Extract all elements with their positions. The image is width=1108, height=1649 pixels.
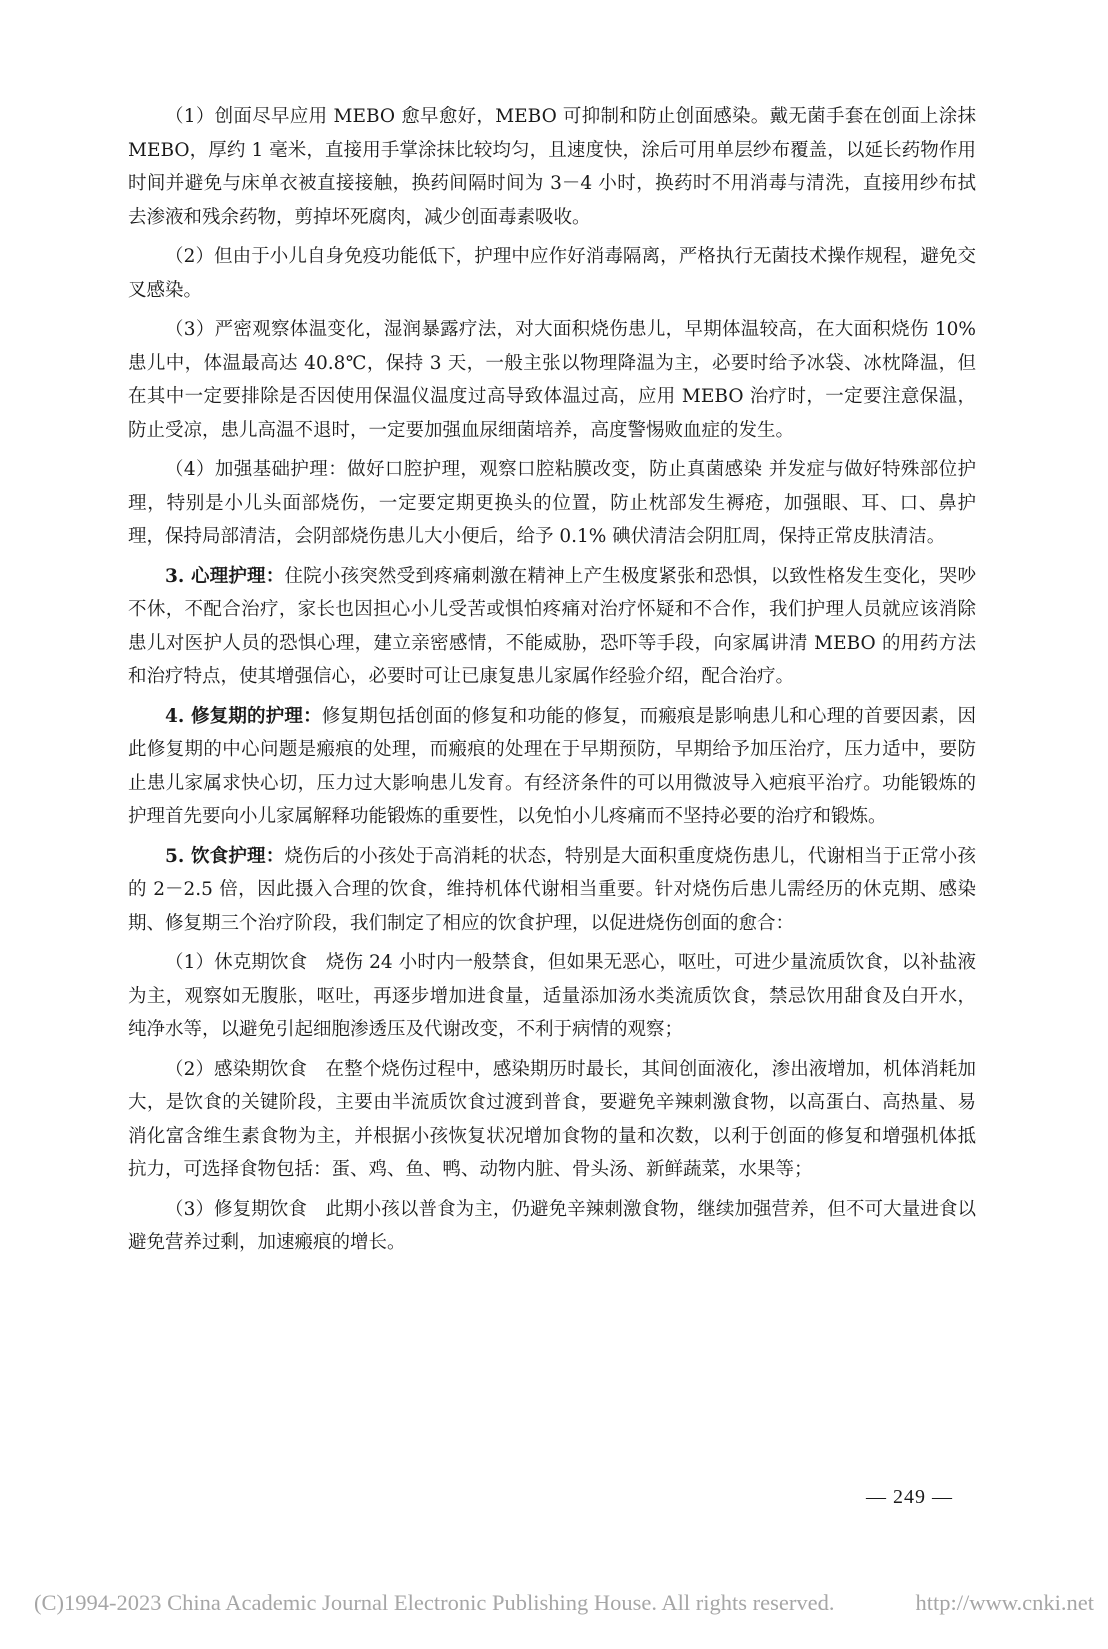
section-heading: 3. 心理护理： — [165, 565, 285, 587]
page-number: — 249 — — [866, 1486, 953, 1508]
article-body — [128, 100, 976, 1266]
paragraph-text: （1）创面尽早应用 MEBO 愈早愈好，MEBO 可抑制和防止创面感染。戴无菌手套在创面上涂抹 MEBO，厚约 1 毫米，直接用手掌涂抹比较均匀，且速度快，涂后可用单层纱布覆盖，以延长药物作用时间并避免与床单衣被直接接触，换药间隔时间为 3－4 小时，换药时不用消毒与清洗，直接用纱布拭去渗液和残余药物，剪掉坏死腐肉，减少创面毒素吸收。 — [128, 106, 976, 228]
paragraph-infection-diet — [128, 1053, 976, 1187]
copyright-text: (C)1994-2023 China Academic Journal Electronic Publishing House. All rights reserved. — [34, 1590, 835, 1615]
paragraph-text: （2）感染期饮食 在整个烧伤过程中，感染期历时最长，其间创面液化，渗出液增加，机体消耗加大，是饮食的关键阶段，主要由半流质饮食过渡到普食，要避免辛辣刺激食物，以高蛋白、高热量、易消化富含维生素食物为主，并根据小孩恢复状况增加食物的量和次数，以利于创面的修复和增强机体抵抗力，可选择食物包括：蛋、鸡、鱼、鸭、动物内脏、骨头汤、新鲜蔬菜，水果等； — [128, 1058, 976, 1180]
section-diet-care — [128, 840, 976, 941]
paragraph-text: （4）加强基础护理：做好口腔护理，观察口腔粘膜改变，防止真菌感染 并发症与做好特殊部位护理，特别是小儿头面部烧伤，一定要定期更换头的位置，防止枕部发生褥疮，加强眼、耳、口、鼻护理，保持局部清洁，会阴部烧伤患儿大小便后，给予 0.1% 碘伏清洁会阴肛周，保持正常皮肤清洁。 — [128, 459, 976, 547]
paragraph-shock-diet — [128, 946, 976, 1047]
paragraph-2 — [128, 240, 976, 307]
section-heading: 5. 饮食护理： — [165, 845, 285, 867]
paragraph-text: 住院小孩突然受到疼痛刺激在精神上产生极度紧张和恐惧，以致性格发生变化，哭吵不休，不配合治疗，家长也因担心小儿受苦或惧怕疼痛对治疗怀疑和不合作，我们护理人员就应该消除患儿对医护人员的恐惧心理，建立亲密感情，不能威胁，恐吓等手段，向家属讲清 MEBO 的用药方法和治疗特点，使其增强信心，必要时可让已康复患儿家属作经验介绍，配合治疗。 — [128, 565, 976, 687]
paragraph-text: （3）修复期饮食 此期小孩以普食为主，仍避免辛辣刺激食物，继续加强营养，但不可大量进食以避免营养过剩，加速瘢痕的增长。 — [128, 1198, 976, 1253]
paragraph-text: 修复期包括创面的修复和功能的修复，而瘢痕是影响患儿和心理的首要因素，因此修复期的中心问题是瘢痕的处理，而瘢痕的处理在于早期预防，早期给予加压治疗，压力适中，要防止患儿家属求快心切，压力过大影响患儿发育。有经济条件的可以用微波导入疤痕平治疗。功能锻炼的护理首先要向小儿家属解释功能锻炼的重要性，以免怕小儿疼痛而不坚持必要的治疗和锻炼。 — [128, 705, 976, 827]
cnki-link[interactable]: http://www.cnki.net — [915, 1590, 1094, 1615]
paragraph-text: （1）休克期饮食 烧伤 24 小时内一般禁食，但如果无恶心，呕吐，可进少量流质饮食，以补盐液为主，观察如无腹胀，呕吐，再逐步增加进食量，适量添加汤水类流质饮食，禁忌饮用甜食及白开水，纯净水等，以避免引起细胞渗透压及代谢改变，不利于病情的观察； — [128, 952, 976, 1040]
section-psychological-care — [128, 560, 976, 694]
paragraph-4 — [128, 453, 976, 554]
paragraph-1 — [128, 100, 976, 234]
paragraph-repair-diet — [128, 1193, 976, 1260]
section-heading: 4. 修复期的护理： — [165, 705, 322, 727]
copyright-footer — [34, 1590, 1094, 1616]
section-repair-phase-care — [128, 700, 976, 834]
paragraph-text: （3）严密观察体温变化，湿润暴露疗法，对大面积烧伤患儿，早期体温较高，在大面积烧伤 10% 患儿中，体温最高达 40.8℃，保持 3 天，一般主张以物理降温为主，必要时给予冰袋、冰枕降温，但在其中一定要排除是否因使用保温仪温度过高导致体温过高，应用 MEBO 治疗时，一定要注意保温，防止受凉，患儿高温不退时，一定要加强血尿细菌培养，高度警惕败血症的发生。 — [128, 319, 976, 441]
paragraph-text: （2）但由于小儿自身免疫功能低下，护理中应作好消毒隔离，严格执行无菌技术操作规程，避免交叉感染。 — [128, 246, 976, 301]
paragraph-3 — [128, 313, 976, 447]
paragraph-text: 烧伤后的小孩处于高消耗的状态，特别是大面积重度烧伤患儿，代谢相当于正常小孩的 2－2.5 倍，因此摄入合理的饮食，维持机体代谢相当重要。针对烧伤后患儿需经历的休克期、感染期、修复期三个治疗阶段，我们制定了相应的饮食护理，以促进烧伤创面的愈合： — [128, 845, 976, 934]
